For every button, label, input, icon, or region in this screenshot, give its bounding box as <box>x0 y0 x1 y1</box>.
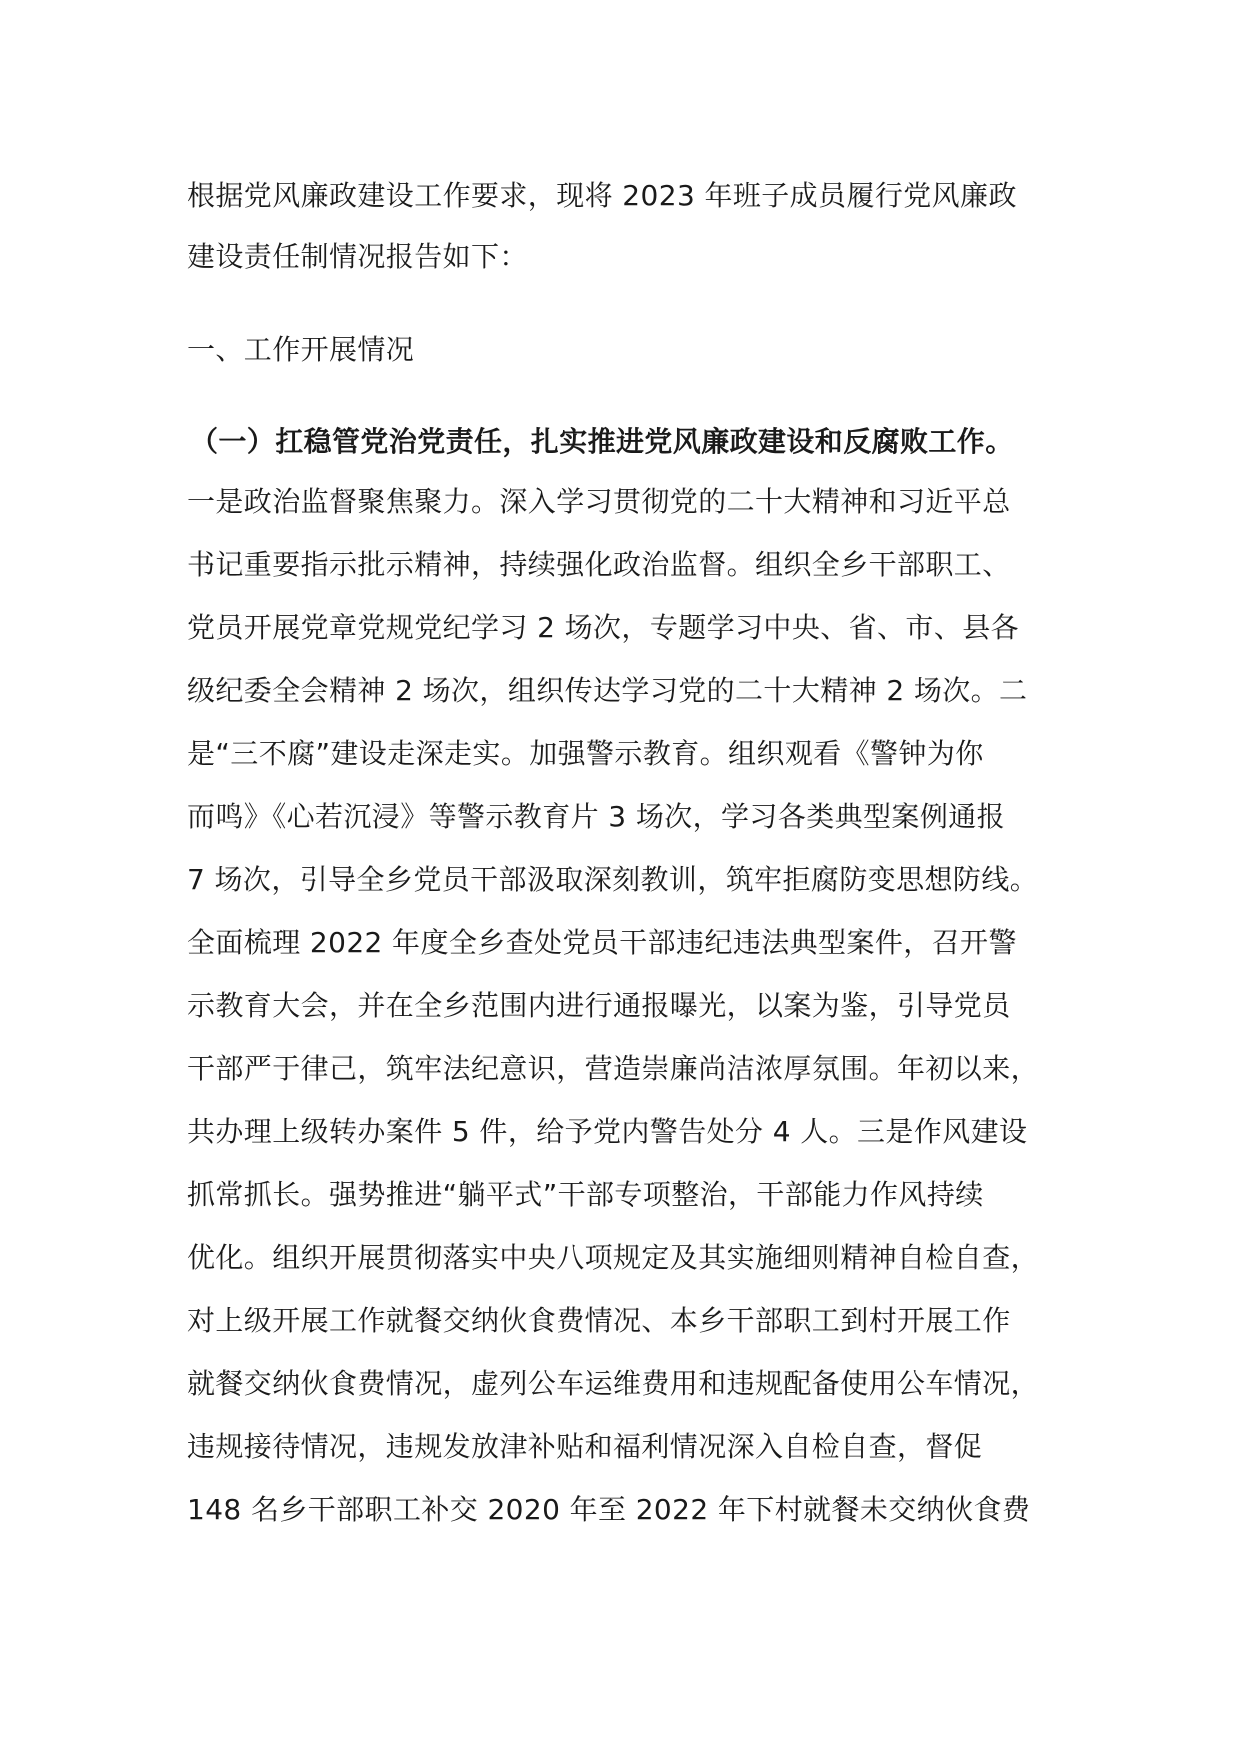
intro-line-2: 建设责任制情况报告如下： <box>187 240 528 273</box>
body-line-1: 一是政治监督聚焦聚力。深入学习贯彻党的二十大精神和习近平总 <box>187 485 1011 518</box>
body-line-12: 抓常抓长。强势推进“躺平式”干部专项整治，干部能力作风持续 <box>187 1178 984 1211</box>
body-line-9: 示教育大会，并在全乡范围内进行通报曝光，以案为鉴，引导党员 <box>187 989 1011 1022</box>
body-line-8: 全面梳理 2022 年度全乡查处党员干部违纪违法典型案件，召开警 <box>187 926 1017 959</box>
body-line-11: 共办理上级转办案件 5 件，给予党内警告处分 4 人。三是作风建设 <box>187 1115 1028 1148</box>
body-line-6: 而鸣》《心若沉浸》等警示教育片 3 场次，学习各类典型案例通报 <box>187 800 1006 833</box>
body-line-17: 148 名乡干部职工补交 2020 年至 2022 年下村就餐未交纳伙食费 <box>187 1493 1031 1526</box>
body-line-2: 书记重要指示批示精神，持续强化政治监督。组织全乡干部职工、 <box>187 548 1011 581</box>
section-heading: 一、工作开展情况 <box>187 333 415 366</box>
body-line-10: 干部严于律己，筑牢法纪意识，营造崇廉尚洁浓厚氛围。年初以来， <box>187 1052 1040 1085</box>
body-line-3: 党员开展党章党规党纪学习 2 场次，专题学习中央、省、市、县各 <box>187 611 1020 644</box>
body-line-7: 7 场次，引导全乡党员干部汲取深刻教训，筑牢拒腐防变思想防线。 <box>187 863 1039 896</box>
body-line-16: 违规接待情况，违规发放津补贴和福利情况深入自检自查，督促 <box>187 1430 983 1463</box>
intro-line-1: 根据党风廉政建设工作要求，现将 2023 年班子成员履行党风廉政 <box>187 179 1017 212</box>
subheading: （一）扛稳管党治党责任，扎实推进党风廉政建设和反腐败工作。 <box>190 425 1014 458</box>
body-line-4: 级纪委全会精神 2 场次，组织传达学习党的二十大精神 2 场次。二 <box>187 674 1028 707</box>
body-line-13: 优化。组织开展贯彻落实中央八项规定及其实施细则精神自检自查， <box>187 1241 1040 1274</box>
body-line-14: 对上级开展工作就餐交纳伙食费情况、本乡干部职工到村开展工作 <box>187 1304 1011 1337</box>
body-line-15: 就餐交纳伙食费情况，虚列公车运维费用和违规配备使用公车情况， <box>187 1367 1040 1400</box>
body-line-5: 是“三不腐”建设走深走实。加强警示教育。组织观看《警钟为你 <box>187 737 984 770</box>
